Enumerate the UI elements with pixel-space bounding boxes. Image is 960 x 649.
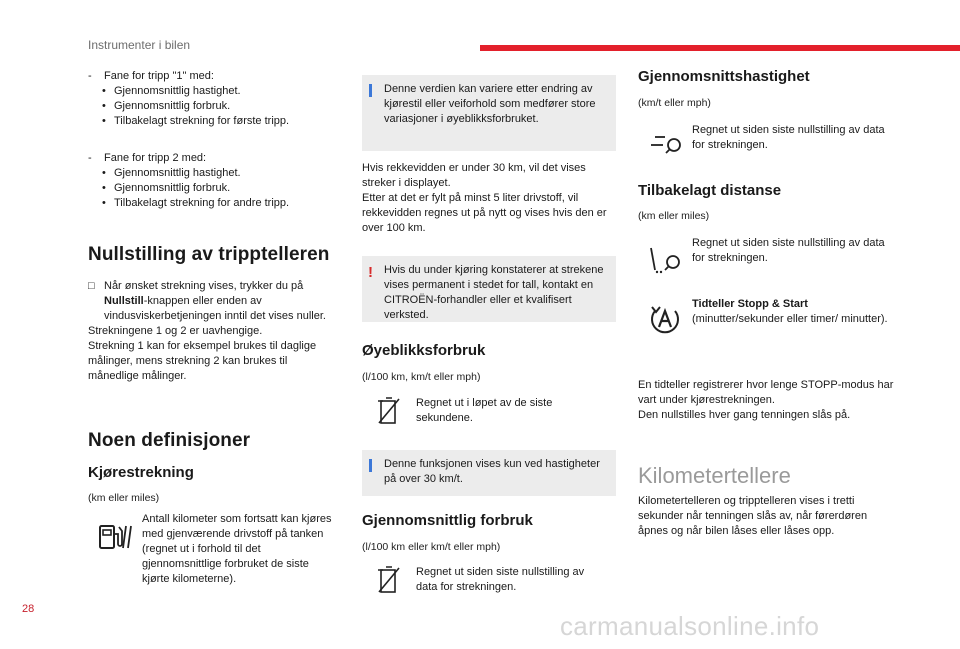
distance-heading: Tilbakelagt distanse <box>638 182 782 199</box>
list-item: • Gjennomsnittlig hastighet. <box>114 84 318 99</box>
trip2-intro: Fane for tripp 2 med: <box>104 152 207 164</box>
header-red-bar <box>480 45 960 51</box>
distance-travelled-icon <box>645 244 685 274</box>
avg-consumption-heading: Gjennomsnittlig forbruk <box>362 512 533 529</box>
instant-unit: (l/100 km, km/t eller mph) <box>362 371 481 383</box>
stop-start-para-2: Den nullstilles hver gang tenningen slås på. <box>638 409 851 421</box>
header-title: Instrumenter i bilen <box>88 38 191 52</box>
reset-line-3: Strekning 1 kan for eksempel brukes til daglige målinger, mens strekning 2 kan brukes til månedlige målinger. <box>88 340 317 382</box>
trip1-list <box>88 84 318 129</box>
range-row <box>88 512 338 587</box>
warning-note: ! Hvis du under kjøring konstaterer at strekene vises permanent i stedet for tall, kontakt en CITROËN-forhandler eller et kvalifisert verksted. <box>362 256 616 322</box>
list-item: • Gjennomsnittlig hastighet. <box>114 166 318 181</box>
definitions-heading: Noen definisjoner <box>88 430 251 451</box>
reset-heading: Nullstilling av tripptelleren <box>88 244 330 265</box>
list-item: • Tilbakelagt strekning for andre tripp. <box>114 196 318 211</box>
trip1-intro: Fane for tripp "1" med: <box>104 70 214 82</box>
watermark: carmanualsonline.info <box>560 611 820 641</box>
avg-consumption-text: Regnet ut siden siste nullstilling av data for strekningen. <box>416 566 585 593</box>
distance-row <box>638 236 888 274</box>
reset-step: Når ønsket strekning vises, trykker du på Nullstill-knappen eller enden av vindusviskerbetjeningen inntil det vises nuller. <box>104 280 326 322</box>
list-item: • Gjennomsnittlig forbruk. <box>114 99 318 114</box>
trip1-block: - Fane for tripp "1" med: • Gjennomsnittlig hastighet. • Gjennomsnittlig forbruk. • Tilbakelagt strekning for første tripp. <box>88 69 318 129</box>
info-icon <box>369 459 372 472</box>
fuel-consumption-icon <box>377 565 401 595</box>
list-item: • Gjennomsnittlig forbruk. <box>114 181 318 196</box>
instant-text: Regnet ut i løpet av de siste sekundene. <box>416 397 553 424</box>
avg-consumption-row <box>362 565 616 595</box>
range-unit: (km eller miles) <box>88 492 160 504</box>
list-item: • Tilbakelagt strekning for første tripp. <box>114 114 318 129</box>
info-note-2: Denne funksjonen vises kun ved hastigheter på over 30 km/t. <box>362 450 616 496</box>
odometer-heading: Kilometertellere <box>638 463 791 488</box>
instant-heading: Øyeblikksforbruk <box>362 342 486 359</box>
instant-row <box>362 396 616 426</box>
stop-start-description <box>638 378 894 423</box>
warning-icon: ! <box>368 264 373 281</box>
range-para-2: Etter at det er fylt på minst 5 liter drivstoff, vil rekkevidden regnes ut på nytt og vises hvis den er over 100 km. <box>362 192 607 234</box>
stop-start-para-1: En tidteller registrerer hvor lenge STOPP-modus har vart under kjørestrekningen. <box>638 379 894 406</box>
stop-start-title: Tidteller Stopp & Start <box>692 298 808 310</box>
info-note-1: Denne verdien kan variere etter endring av kjørestil eller veiforhold som medfører store variasjoner i øyeblikksforbruket. <box>362 75 616 151</box>
avg-speed-row <box>638 123 888 155</box>
page-number: 28 <box>22 603 35 615</box>
odometer-text: Kilometertelleren og tripptelleren vises i tretti sekunder når tenningen slås av, når førerdøren åpnes og når bilen låses eller låses opp. <box>638 495 868 537</box>
reset-line-2: Strekningene 1 og 2 er uavhengige. <box>88 325 263 337</box>
distance-text: Regnet ut siden siste nullstilling av data for strekningen. <box>692 237 885 264</box>
trip2-list <box>88 166 318 211</box>
stop-start-row <box>638 297 888 337</box>
avg-speed-unit: (km/t eller mph) <box>638 97 711 109</box>
avg-speed-heading: Gjennomsnittshastighet <box>638 68 810 85</box>
checkbox-icon: □ <box>88 280 95 292</box>
stop-start-icon <box>647 301 683 337</box>
avg-speed-text: Regnet ut siden siste nullstilling av data for strekningen. <box>692 124 885 151</box>
avg-consumption-unit: (l/100 km eller km/t eller mph) <box>362 541 501 553</box>
average-speed-icon <box>645 129 685 155</box>
range-para-1: Hvis rekkevidden er under 30 km, vil det vises streker i displayet. <box>362 162 586 189</box>
fuel-pump-range-icon <box>98 522 132 552</box>
info-icon <box>369 84 372 97</box>
reset-block <box>88 279 340 384</box>
fuel-consumption-icon <box>377 396 401 426</box>
range-details <box>362 161 618 236</box>
odometer-block <box>638 494 896 539</box>
range-heading: Kjørestrekning <box>88 464 194 481</box>
range-text: Antall kilometer som fortsatt kan kjøres med gjenværende drivstoff på tanken (regnet ut i forhold til det gjennomsnittlige forbruket de siste kjørte kilometerne). <box>142 513 332 585</box>
trip2-block: - Fane for tripp 2 med: • Gjennomsnittlig hastighet. • Gjennomsnittlig forbruk. • Tilbakelagt strekning for andre tripp. <box>88 151 318 211</box>
stop-start-text: (minutter/sekunder eller timer/ minutter). <box>692 313 888 325</box>
distance-unit: (km eller miles) <box>638 210 710 222</box>
